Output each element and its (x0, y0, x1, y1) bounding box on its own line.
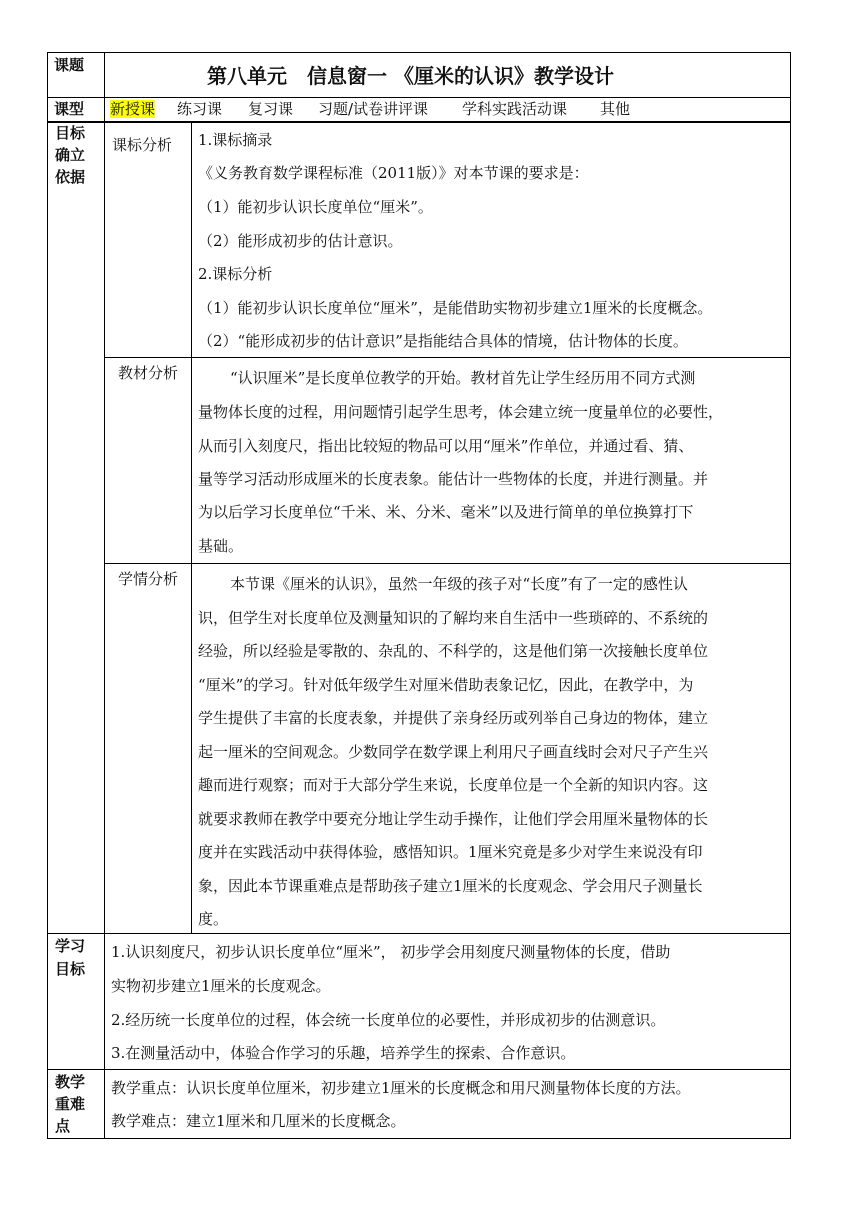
curriculum-line: （1）能初步认识长度单位“厘米”，是能借助实物初步建立1厘米的长度概念。 (198, 299, 713, 317)
rule-label-column (104, 52, 105, 1139)
key-point-line: 教学重点：认识长度单位厘米，初步建立1厘米的长度概念和用尺测量物体长度的方法。 (111, 1079, 691, 1097)
basis-label-line-2: 确立 (55, 146, 86, 164)
document-title: 第八单元 信息窗一 《厘米的认识》教学设计 (207, 64, 614, 88)
students-line: 度。 (198, 910, 229, 928)
students-line: 度并在实践活动中获得体验，感悟知识。1厘米究竟是多少对学生来说没有印 (198, 843, 703, 861)
rule-after-title (47, 97, 790, 98)
textbook-line: 基础。 (198, 537, 244, 555)
students-line: 学生提供了丰富的长度表象，并提供了亲身经历或列举自己身边的物体，建立 (198, 709, 709, 727)
students-line: 本节课《厘米的认识》，虽然一年级的孩子对“长度”有了一定的感性认 (230, 575, 688, 593)
curriculum-line: 1.课标摘录 (198, 131, 273, 149)
lesson-type-practice: 练习课 (177, 100, 223, 118)
students-line: “厘米”的学习。针对低年级学生对厘米借助表象记忆，因此，在教学中，为 (198, 676, 694, 694)
students-line: 就要求教师在教学中要充分地让学生动手操作，让他们学会用厘米量物体的长 (198, 810, 709, 828)
students-line: 起一厘米的空间观念。少数同学在数学课上利用尺子画直线时会对尺子产生兴 (198, 743, 709, 761)
lesson-type-new: 新授课 (110, 100, 156, 118)
curriculum-line: 《义务教育数学课程标准（2011版）》对本节课的要求是： (198, 164, 589, 182)
rule-top (47, 52, 790, 53)
curriculum-line: （2）能形成初步的估计意识。 (198, 232, 403, 250)
key-point-line: 教学难点：建立1厘米和几厘米的长度概念。 (111, 1112, 406, 1130)
objective-line: 3.在测量活动中，体验合作学习的乐趣，培养学生的探索、合作意识。 (111, 1044, 576, 1062)
objectives-label-line-1: 学习 (55, 937, 86, 955)
curriculum-line: 2.课标分析 (198, 265, 273, 283)
textbook-line: “认识厘米”是长度单位教学的开始。教材首先让学生经历用不同方式测 (230, 369, 696, 387)
textbook-label: 教材分析 (118, 364, 179, 382)
textbook-line: 从而引入刻度尺，指出比较短的物品可以用“厘米”作单位，并通过看、猜、 (198, 437, 694, 455)
key-points-label-line-1: 教学 (55, 1073, 86, 1091)
lesson-type-other: 其他 (600, 100, 631, 118)
key-points-label-line-3: 点 (55, 1117, 71, 1135)
basis-label-line-3: 依据 (55, 168, 86, 186)
curriculum-line: （1）能初步认识长度单位“厘米”。 (198, 198, 433, 216)
lesson-type-review: 复习课 (248, 100, 294, 118)
lesson-type-exercise-review: 习题/试卷讲评课 (318, 100, 429, 118)
basis-label-line-1: 目标 (55, 124, 86, 142)
lesson-type-label: 课型 (54, 100, 85, 118)
rule-after-curriculum (104, 357, 790, 358)
rule-after-objectives (47, 1069, 790, 1070)
textbook-line: 量等学习活动形成厘米的长度表象。能估计一些物体的长度，并进行测量。并 (198, 470, 709, 488)
rule-after-lesson-type (47, 121, 790, 123)
students-line: 象，因此本节课重难点是帮助孩子建立1厘米的长度观念、学会用尺子测量长 (198, 877, 703, 895)
rule-after-textbook (104, 563, 790, 564)
rule-bottom (47, 1138, 790, 1139)
students-line: 识，但学生对长度单位及测量知识的了解均来自生活中一些琐碎的、不系统的 (198, 609, 709, 627)
rule-right (790, 52, 791, 1139)
topic-label: 课题 (54, 56, 85, 74)
textbook-line: 量物体长度的过程，用问题情引起学生思考，体会建立统一度量单位的必要性， (198, 403, 724, 421)
curriculum-line: （2）“能形成初步的估计意识”是指能结合具体的情境，估计物体的长度。 (198, 332, 688, 350)
curriculum-label: 课标分析 (112, 136, 173, 154)
students-label: 学情分析 (118, 570, 179, 588)
rule-sublabel-column (191, 121, 192, 934)
key-points-label-line-2: 重难 (55, 1095, 86, 1113)
rule-left (47, 52, 48, 1139)
objective-line: 实物初步建立1厘米的长度观念。 (111, 977, 331, 995)
lesson-type-practice-activity: 学科实践活动课 (462, 100, 568, 118)
students-line: 经验，所以经验是零散的、杂乱的、不科学的，这是他们第一次接触长度单位 (198, 642, 709, 660)
objectives-label-line-2: 目标 (55, 960, 86, 978)
students-line: 趣而进行观察；而对于大部分学生来说，长度单位是一个全新的知识内容。这 (198, 776, 709, 794)
textbook-line: 为以后学习长度单位“千米、米、分米、毫米”以及进行简单的单位换算打下 (198, 503, 694, 521)
rule-after-basis (47, 933, 790, 934)
objective-line: 2.经历统一长度单位的过程，体会统一长度单位的必要性，并形成初步的估测意识。 (111, 1011, 666, 1029)
objective-line: 1.认识刻度尺，初步认识长度单位“厘米”， 初步学会用刻度尺测量物体的长度，借助 (111, 943, 671, 961)
